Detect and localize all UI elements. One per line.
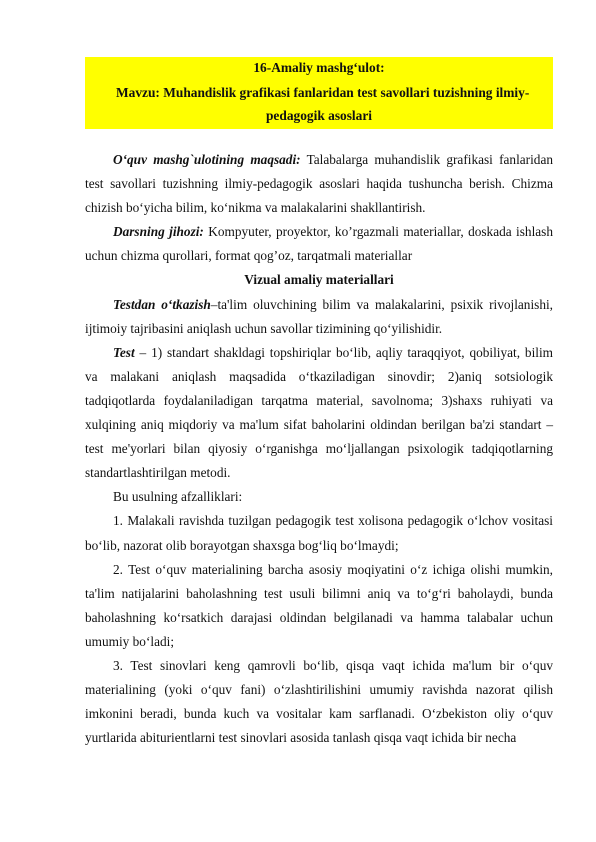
topic-line-continued: pedagogik asoslari: [265, 108, 373, 123]
advantages-intro: Bu usulning afzalliklari:: [113, 489, 243, 505]
testing-label: Testdan o‘tkazish: [113, 296, 211, 312]
topic-line: Mavzu: Muhandislik grafikasi fanlaridan test savollari tuzishning ilmiy-: [116, 85, 530, 100]
test-definition-paragraph: [85, 341, 553, 486]
goal-text: Talabalarga muhandislik grafikasi fanlaridan test savollari tuzishning ilmiy-pedagogik asoslari haqida tushuncha berish. Chizma chizish bo‘yicha bilim, ko‘nikma va malakalarini shakllantirish.: [85, 152, 553, 216]
advantage-1: 1. Malakali ravishda tuzilgan pedagogik test xolisona pedagogik o‘lchov vositasi bo‘lib, nazorat olib borayotgan shaxsga bog‘liq bo‘lmaydi;: [85, 513, 553, 553]
testing-text: –ta'lim oluvchining bilim va malakalarini, psixik rivojlanishi, ijtimoiy tajribasini aniqlash uchun savollar tizimining qo‘yilishidir.: [85, 296, 553, 336]
lesson-number: 16-Amaliy mashg‘ulot:: [253, 60, 385, 75]
equipment-text: Kompyuter, proyektor, ko’rgazmali materiallar, doskada ishlash uchun chizma qurollari, format qog’oz, tarqatmali materiallar: [85, 224, 553, 264]
advantage-3: 3. Test sinovlari keng qamrovli bo‘lib, qisqa vaqt ichida ma'lum bir o‘quv materialining (yoki o‘quv fani) o‘zlashtirilishini umumiy ravishda nazorat qilish imkonini beradi, bunda kuch va vositalar kam sarflanadi. O‘zbekiston oliy o‘quv yurtlarida abiturientlarni test sinovlari asosida tanlash qisqa vaqt ichida bir necha: [85, 657, 553, 746]
testing-definition-paragraph: [85, 293, 553, 341]
section-heading: Vizual amaliy materiallari: [244, 272, 394, 288]
goal-paragraph: [85, 148, 553, 220]
document-body: [85, 148, 553, 750]
equipment-paragraph: [85, 220, 553, 268]
test-text: – 1) standart shakldagi topshiriqlar bo‘lib, aqliy taraqqiyot, qobiliyat, bilim va malakani aniqlash maqsadida o‘tkaziladigan sinovdir; 2)aniq sotsiologik tadqiqotlarda foydalaniladigan tarqatma material, savolnoma; 3)shaxs ruhiyati va xulqining aniq miqdoriy va ma'lum sifat baholarini oldindan berilgan ba'zi standart – test me'yorlari bilan qiyosiy o‘rganishga mo‘ljallangan psixologik tadqiqotlarning standartlashtirilgan metodi.: [85, 344, 553, 481]
advantage-2: 2. Test o‘quv materialining barcha asosiy moqiyatini o‘z ichiga olishi mumkin, ta'lim natijalarini baholashning test usuli bilimni aniq va to‘g‘ri baholaydi, bunda baholashning ko‘rsatkich darajasi oldindan belgilanadi va hamma talabalar uchun umumiy bo‘ladi;: [85, 561, 553, 649]
goal-label: O‘quv mashg`ulotining maqsadi:: [113, 152, 301, 167]
test-label: Test: [113, 344, 135, 360]
title-banner: [85, 57, 553, 129]
equipment-label: Darsning jihozi:: [113, 224, 204, 240]
